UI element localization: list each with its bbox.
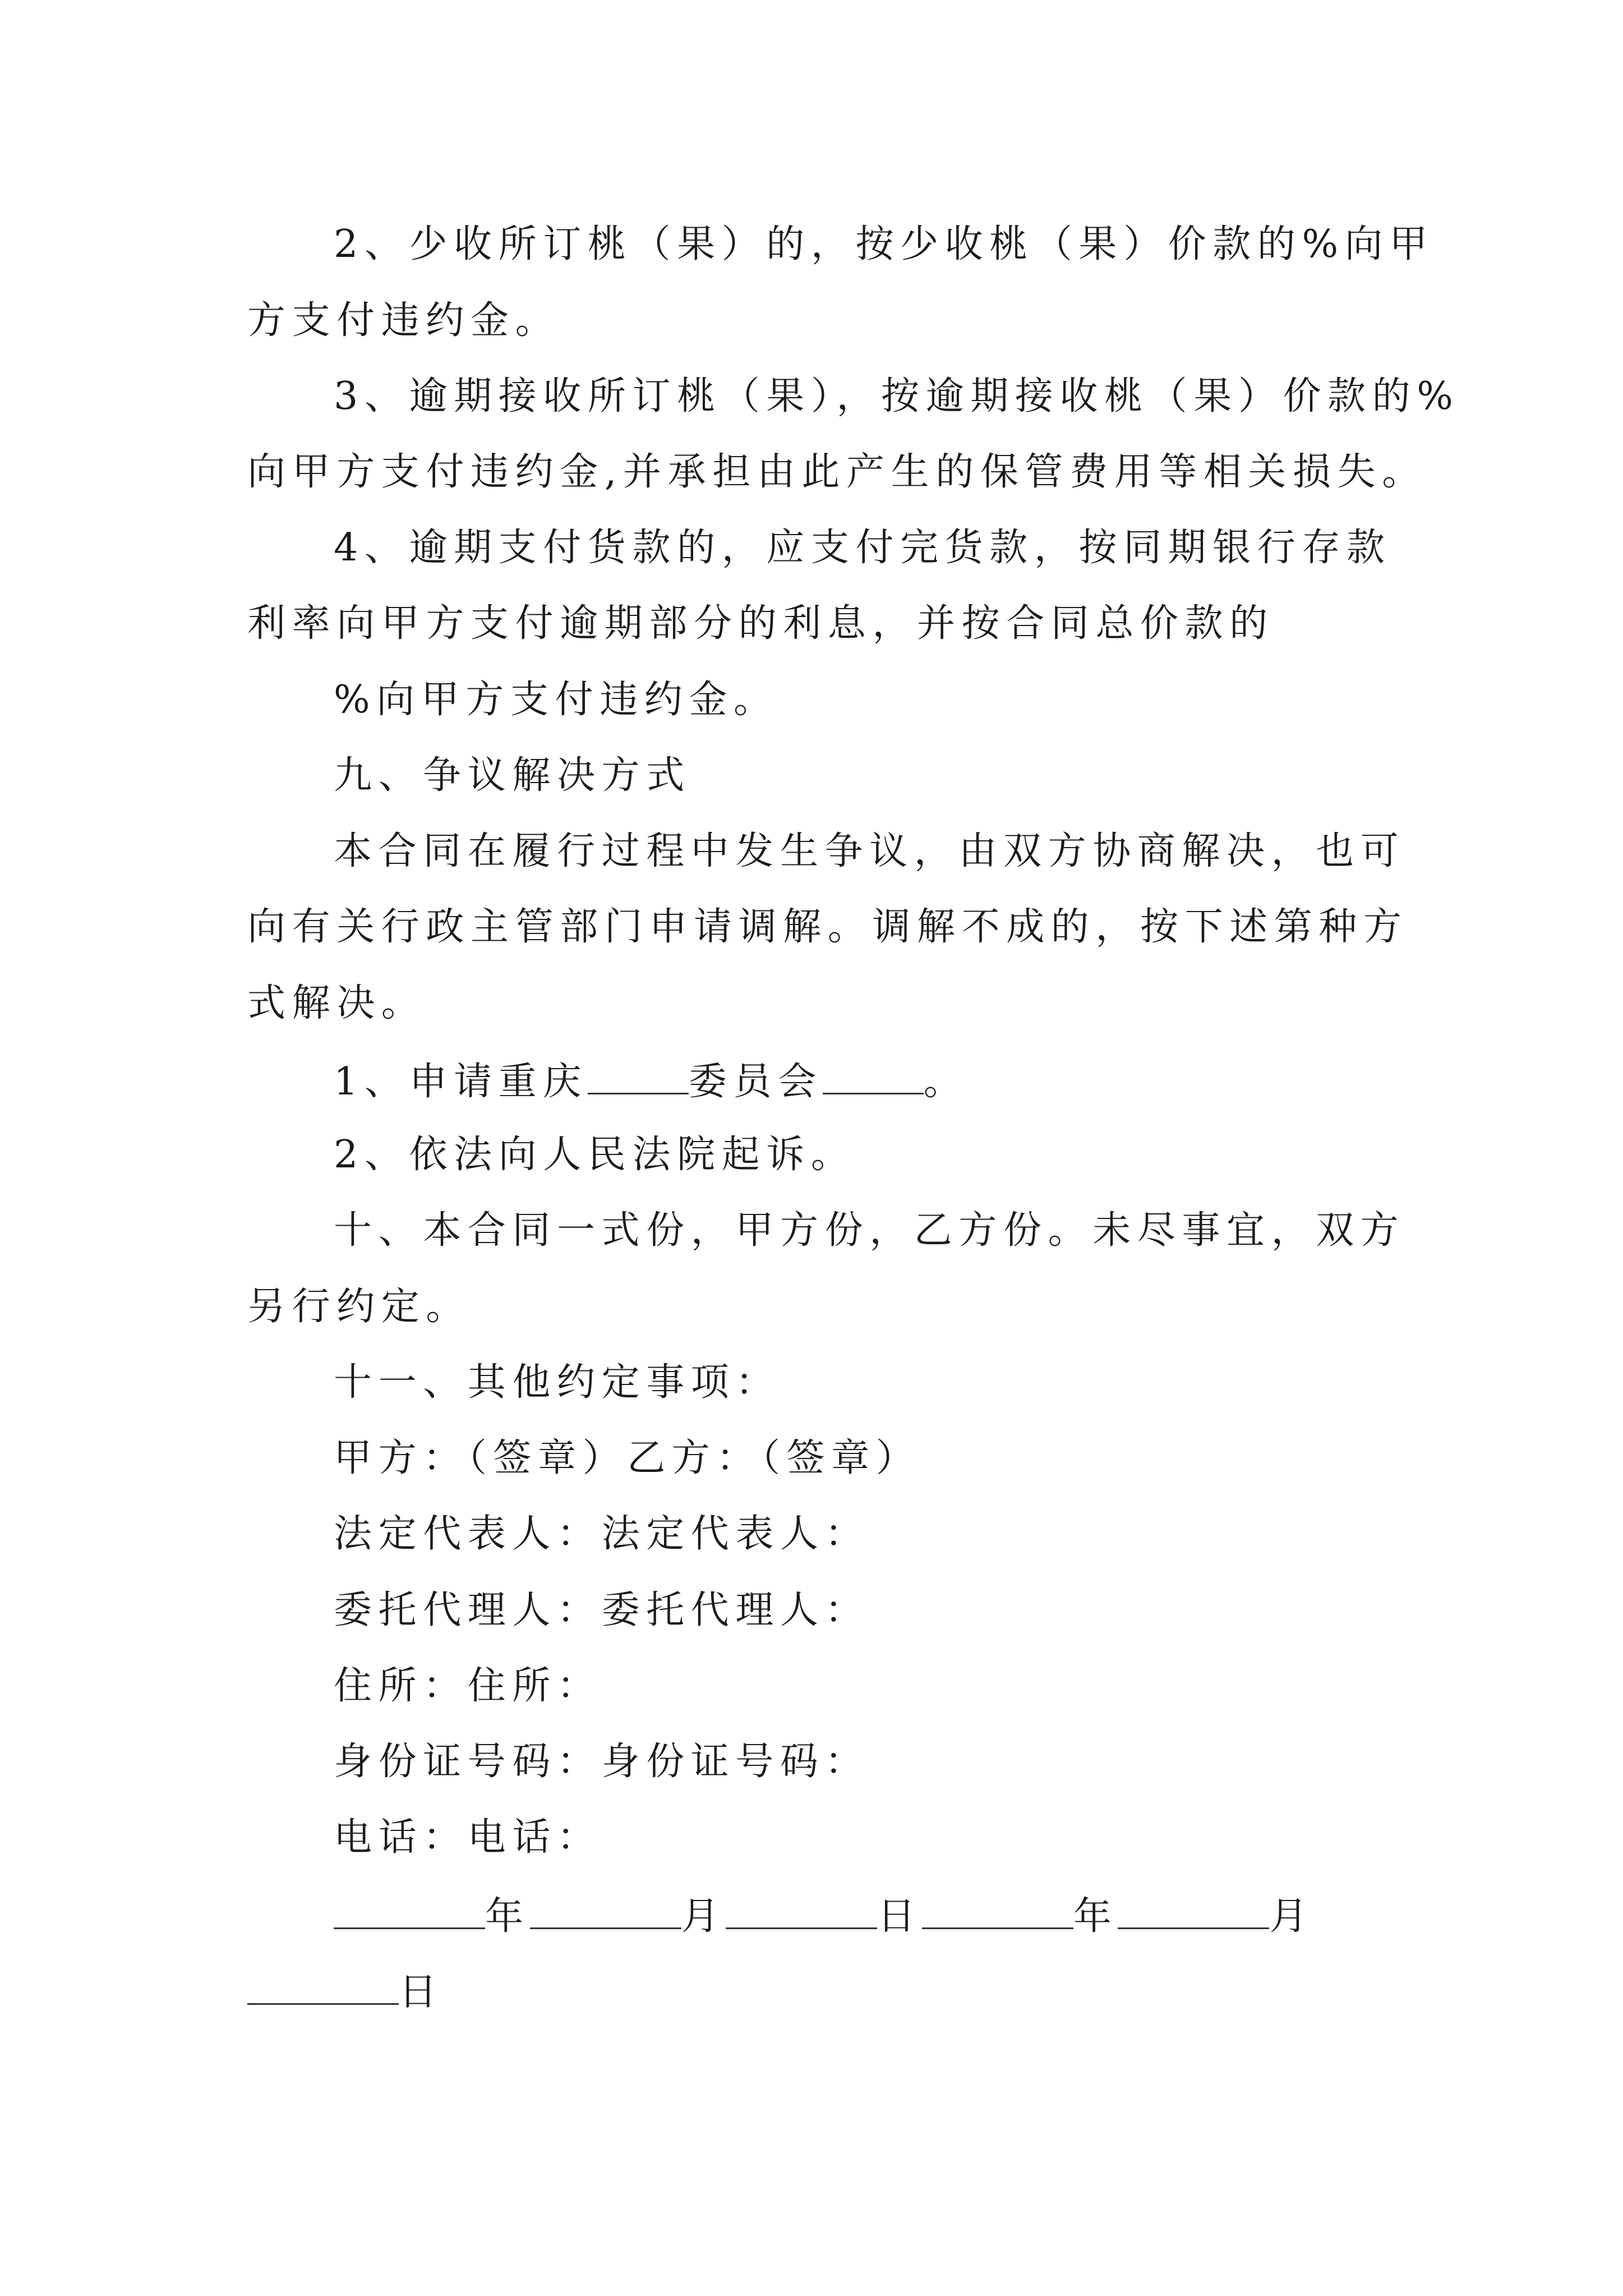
- dispute-line-3: 式解决。: [247, 981, 426, 1025]
- date-day-label: 日: [399, 1970, 444, 2014]
- signature-line: 甲方：（签章）乙方：（签章）: [334, 1436, 921, 1480]
- arbitration-option: [334, 1060, 969, 1104]
- clause-3-line-1: 3、逾期接收所订桃（果），按逾期接收桃（果）价款的%: [334, 374, 1460, 418]
- arbitration-middle: 委员会: [688, 1060, 823, 1104]
- arbitration-blank-1: [588, 1060, 689, 1094]
- clause-3-line-2: 向甲方支付违约金,并承担由此产生的保管费用等相关损失。: [247, 450, 1427, 494]
- agent-line: 委托代理人：委托代理人：: [334, 1588, 870, 1632]
- date-month-label: 月: [681, 1894, 726, 1939]
- id-number-line: 身份证号码：身份证号码：: [334, 1740, 870, 1784]
- dispute-line-2: 向有关行政主管部门申请调解。调解不成的，按下述第种方: [247, 905, 1408, 949]
- clause-2-line-1: 2、少收所订桃（果）的，按少收桃（果）价款的%向甲: [334, 222, 1434, 266]
- arbitration-blank-2: [823, 1060, 924, 1094]
- date-blank: [334, 1895, 485, 1929]
- arbitration-prefix: 1、申请重庆: [334, 1060, 588, 1104]
- date-blank: [726, 1895, 877, 1929]
- date-blank: [922, 1895, 1073, 1929]
- legal-representative-line: 法定代表人：法定代表人：: [334, 1512, 870, 1556]
- clause-4-line-1: 4、逾期支付货款的，应支付完货款，按同期银行存款: [334, 526, 1391, 570]
- section-9-heading: 九、争议解决方式: [334, 753, 691, 798]
- litigation-option: 2、依法向人民法院起诉。: [334, 1133, 856, 1177]
- date-blank: [530, 1895, 681, 1929]
- date-blank: [247, 1971, 399, 2005]
- dispute-line-1: 本合同在履行过程中发生争议，由双方协商解决，也可: [334, 829, 1405, 873]
- clause-4-line-2: 利率向甲方支付逾期部分的利息，并按合同总价款的: [247, 601, 1274, 646]
- date-day-label: 日: [877, 1894, 922, 1939]
- date-line: [334, 1894, 1315, 1939]
- date-year-label: 年: [485, 1894, 530, 1939]
- date-blank: [1118, 1895, 1269, 1929]
- clause-4-line-3: %向甲方支付违约金。: [334, 678, 778, 722]
- date-line-continued: [247, 1971, 444, 2012]
- section-10-line-1: 十、本合同一式份，甲方份，乙方份。未尽事宜，双方: [334, 1208, 1405, 1253]
- date-month-label: 月: [1269, 1894, 1315, 1939]
- phone-line: 电话：电话：: [334, 1815, 602, 1860]
- arbitration-suffix: 。: [923, 1060, 969, 1104]
- section-10-line-2: 另行约定。: [247, 1285, 471, 1329]
- date-year-label: 年: [1073, 1894, 1118, 1939]
- section-11-heading: 十一、其他约定事项：: [334, 1360, 781, 1405]
- address-line: 住所：住所：: [334, 1664, 602, 1708]
- clause-2-line-2: 方支付违约金。: [247, 298, 560, 343]
